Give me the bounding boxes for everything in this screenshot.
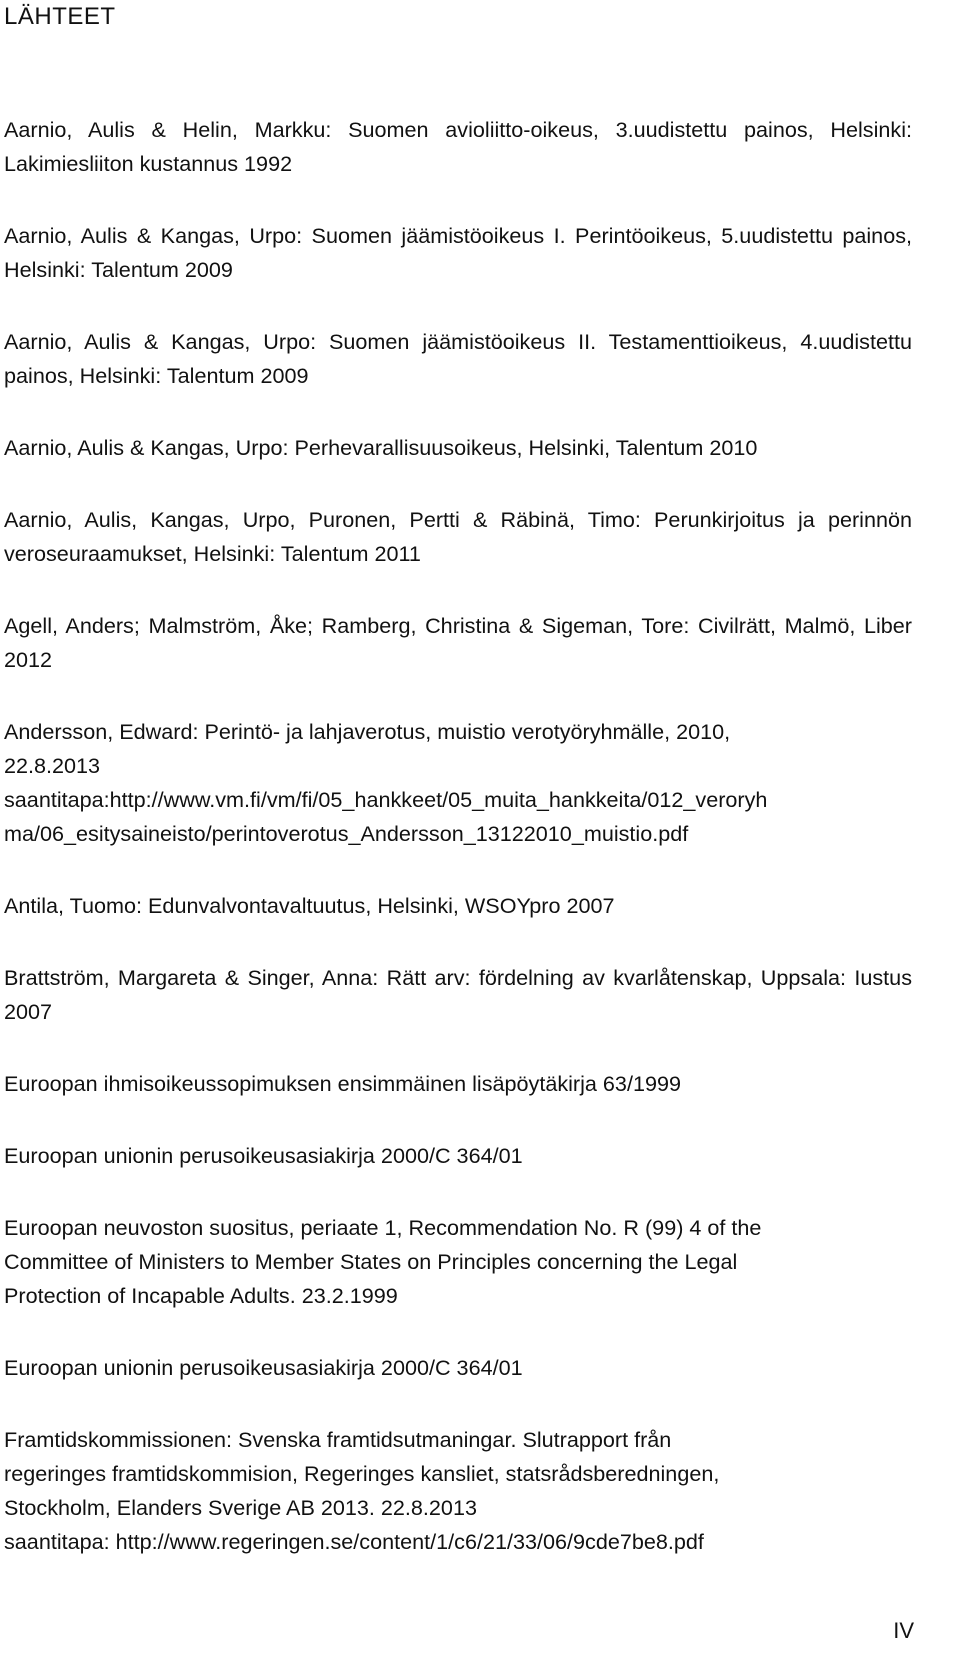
reference-line: Euroopan neuvoston suositus, periaate 1, Recommendation No. R (99) 4 of the [4, 1215, 762, 1240]
reference-line: Stockholm, Elanders Sverige AB 2013. 22.8.2013 [4, 1495, 477, 1520]
reference-item: Aarnio, Aulis, Kangas, Urpo, Puronen, Pertti & Räbinä, Timo: Perunkirjoitus ja perinnön veroseuraamukset, Helsinki: Talentum 2011 [4, 507, 912, 566]
reference-line: 22.8.2013 [4, 753, 101, 778]
reference-link: ma/06_esitysaineisto/perintoverotus_Andersson_13122010_muistio.pdf [4, 821, 689, 846]
reference-link: saantitapa: http://www.regeringen.se/content/1/c6/21/33/06/9cde7be8.pdf [4, 1529, 704, 1554]
reference-line: Protection of Incapable Adults. 23.2.1999 [4, 1283, 398, 1308]
reference-link: saantitapa:http://www.vm.fi/vm/fi/05_hankkeet/05_muita_hankkeita/012_veroryh [4, 787, 768, 812]
reference-item [4, 715, 912, 851]
reference-item: Euroopan unionin perusoikeusasiakirja 2000/C 364/01 [4, 1355, 523, 1380]
reference-item: Aarnio, Aulis & Helin, Markku: Suomen avioliitto-oikeus, 3.uudistettu painos, Helsinki: Lakimiesliiton kustannus 1992 [4, 117, 912, 176]
reference-item [4, 1423, 912, 1559]
reference-list [4, 113, 912, 1597]
reference-line: Committee of Ministers to Member States on Principles concerning the Legal [4, 1249, 738, 1274]
reference-item: Euroopan unionin perusoikeusasiakirja 2000/C 364/01 [4, 1143, 523, 1168]
reference-item: Aarnio, Aulis & Kangas, Urpo: Suomen jäämistöoikeus II. Testamenttioikeus, 4.uudistettu painos, Helsinki: Talentum 2009 [4, 329, 912, 388]
page-number: IV [893, 1618, 914, 1643]
reference-item: Antila, Tuomo: Edunvalvontavaltuutus, Helsinki, WSOYpro 2007 [4, 893, 615, 918]
page-title: LÄHTEET [4, 3, 116, 30]
reference-line: regeringes framtidskommision, Regeringes kansliet, statsrådsberedningen, [4, 1461, 720, 1486]
reference-line: Framtidskommissionen: Svenska framtidsutmaningar. Slutrapport från [4, 1427, 672, 1452]
reference-item: Brattström, Margareta & Singer, Anna: Rätt arv: fördelning av kvarlåtenskap, Uppsala: Iustus 2007 [4, 965, 912, 1024]
reference-item: Aarnio, Aulis & Kangas, Urpo: Perhevarallisuusoikeus, Helsinki, Talentum 2010 [4, 435, 758, 460]
reference-item: Aarnio, Aulis & Kangas, Urpo: Suomen jäämistöoikeus I. Perintöoikeus, 5.uudistettu painos, Helsinki: Talentum 2009 [4, 223, 912, 282]
reference-line: Andersson, Edward: Perintö- ja lahjaverotus, muistio verotyöryhmälle, 2010, [4, 719, 731, 744]
reference-item: Euroopan ihmisoikeussopimuksen ensimmäinen lisäpöytäkirja 63/1999 [4, 1071, 681, 1096]
reference-item: Agell, Anders; Malmström, Åke; Ramberg, Christina & Sigeman, Tore: Civilrätt, Malmö, Liber 2012 [4, 613, 912, 672]
reference-item [4, 1211, 912, 1313]
